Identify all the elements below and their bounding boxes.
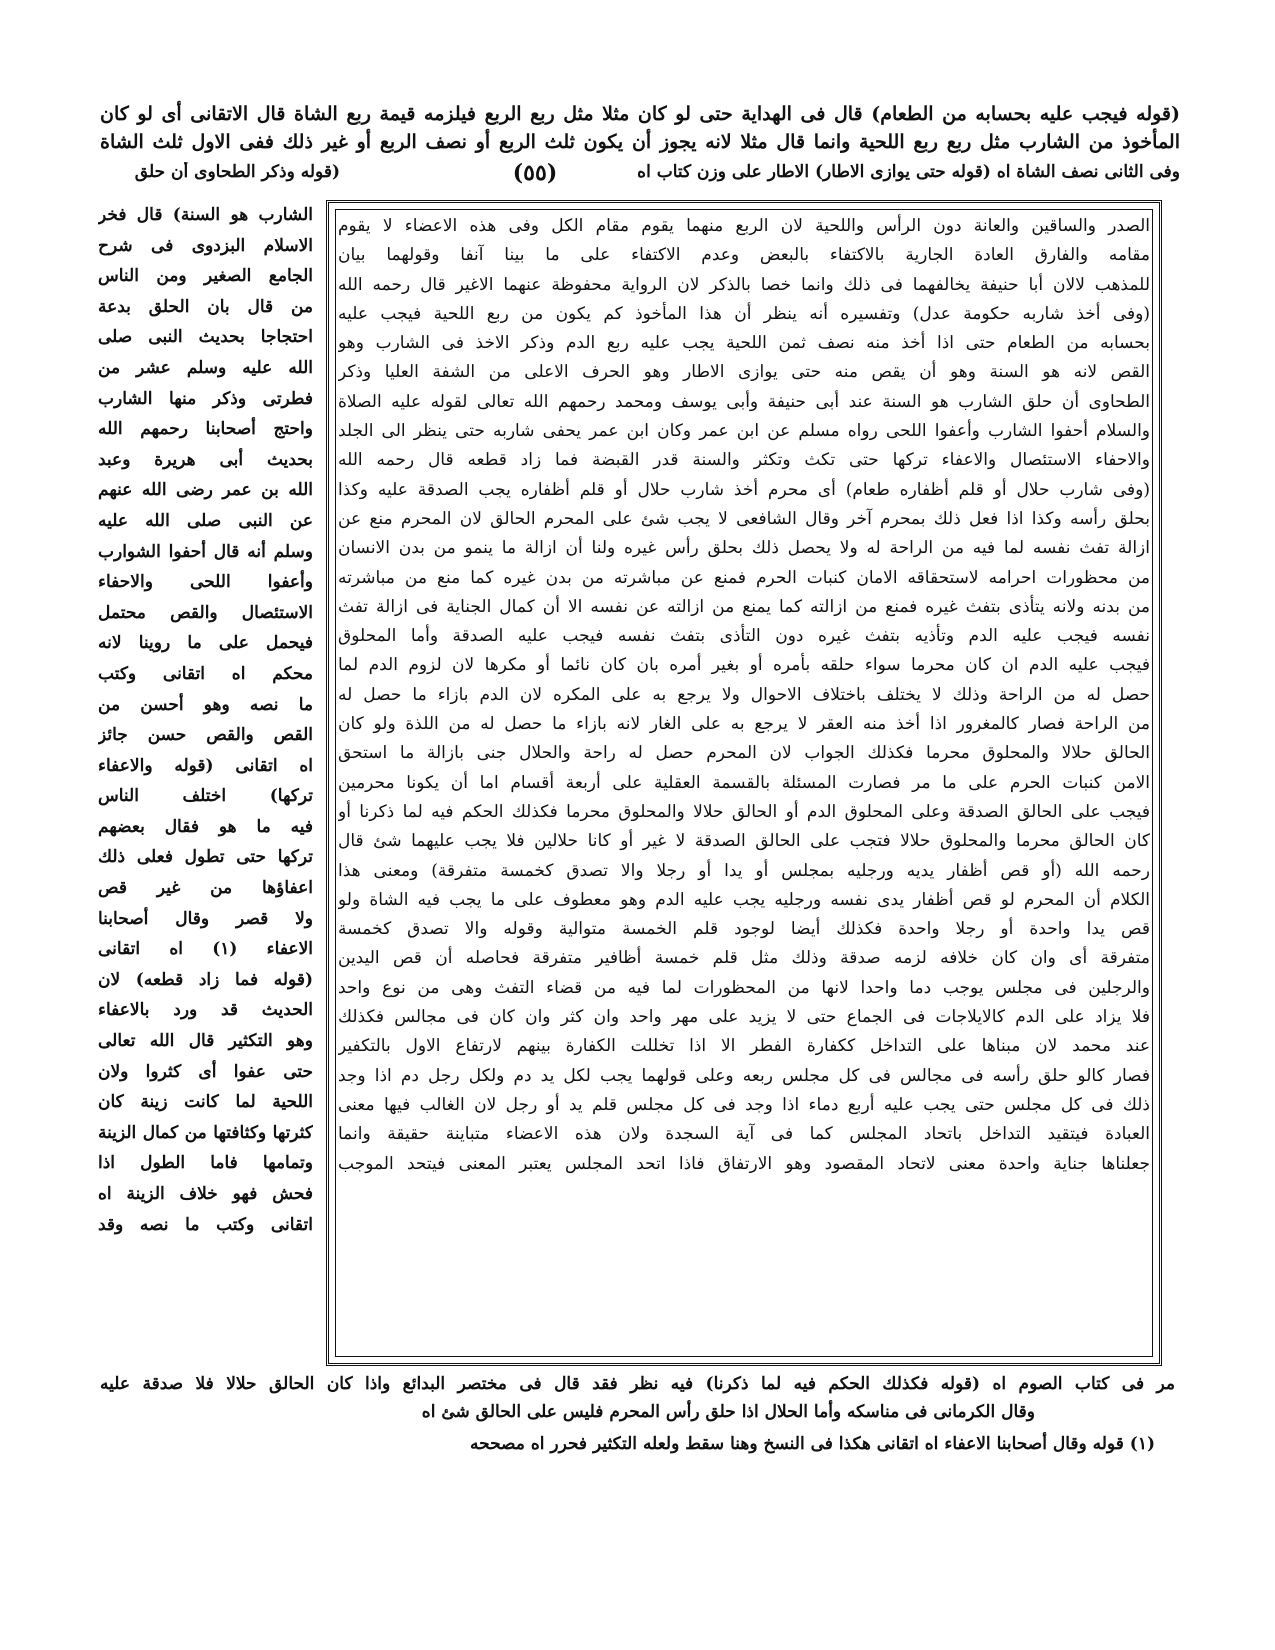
main-text-line: الامن كنبات الحرم على ما مر فصارت المسئلة بالقسمة العقلية على أربعة أقسام اما أن يكونا محرمين bbox=[338, 772, 1150, 793]
side-column-line: فيحمل على ما روينا لانه bbox=[98, 633, 313, 654]
side-column-line: اه اتقانى (قوله والاعفاء bbox=[98, 755, 313, 776]
bottom-gloss bbox=[100, 1370, 1175, 1458]
side-column-line: فيه ما هو فقال بعضهم bbox=[98, 816, 313, 837]
main-text-line: جعلناها جناية واحدة معنى لاتحاد المقصود وهو الارتفاق فاذا اتحد المجلس يعتبر المعنى فيتحد الموجب bbox=[338, 1153, 1150, 1174]
main-text-line: مقامه والفارق العادة الجارية بالاكتفاء بالبعض وعدم الاكتفاء على ما بينا آنفا وقولهما بيان bbox=[338, 245, 1150, 266]
main-text-line: قص يدا واحدة أو رجلا واحدة فكذلك أيضا لوجود قلم الخمسة متوالية وقوله والا تصدق كخمسة bbox=[338, 919, 1150, 940]
side-gloss-column bbox=[98, 200, 313, 1240]
side-column-line: فطرتى وذكر منها الشارب bbox=[98, 388, 313, 409]
main-text-line: من محظورات احرامه لاستحقاقه الامان كنبات الحرم فمنع عن مباشرته من بدن غيره كما منع من مباشرته bbox=[338, 567, 1150, 588]
side-column-line: عن النبى صلى الله عليه bbox=[98, 510, 313, 531]
side-column-line: وهو التكثير قال الله تعالى bbox=[98, 1031, 313, 1052]
footnote: (١) قوله وقال أصحابنا الاعفاء اه اتقانى هكذا فى النسخ وهنا سقط ولعله التكثير فحرر اه مصححه bbox=[469, 1434, 1155, 1454]
page-header bbox=[100, 160, 1180, 192]
main-text-line: بحلق رأسه وكذا اذا فعل ذلك بمحرم آخر وقال الشافعى لا يجب شئ على المحرم الحالق لان المحرم منع عن bbox=[338, 508, 1150, 529]
side-column-line: فحش فهو خلاف الزينة اه bbox=[98, 1184, 313, 1204]
main-text-line: عند محمد لان مبناها على التداخل ككفارة الفطر الا اذا تخللت الكفارة بينهم لارتفاع الاول بالتكفير bbox=[338, 1036, 1150, 1057]
main-text-line: العبادة فيتقيد التداخل باتحاد المجلس كما فى آية السجدة ولان هذه الاعضاء متباينة حقيقة وانما bbox=[338, 1124, 1150, 1145]
side-column-line: (قوله فما زاد قطعه) لان bbox=[98, 969, 313, 990]
side-column-line: اتقانى وكتب ما نصه وقد bbox=[98, 1214, 313, 1235]
main-text-line: من الراحة فصار كالمغرور اذا أخذ منه العقر لا يرجع به على الغار لانه بازاء ما حصل له من اللذة ولو كان bbox=[338, 714, 1150, 735]
side-column-line: وتمامها فاما الطول اذا bbox=[98, 1153, 313, 1174]
page-number: (٥٥) bbox=[512, 160, 558, 186]
main-text-line: فلا يزاد على الدم كالايلاجات فى الجماع حتى لا يزيد على مهر واحد وان كثر وان كان فى مجالس فكذلك bbox=[338, 1007, 1150, 1028]
side-column-line: الجامع الصغير ومن الناس bbox=[98, 266, 313, 287]
side-column-line: اعفاؤها من غير قص bbox=[98, 878, 313, 899]
main-text-line: القص لانه هو السنة وهو أن يقص منه حتى يوازى الاطار وهو الحرف الاعلى من الشفة العليا وذكر bbox=[338, 362, 1150, 383]
main-text-line: الكلام أن المحرم لو قص أظفار يدى نفسه ورجليه يجب عليه الدم وهو معطوف على ما يجب فيه الشاة ولو bbox=[338, 889, 1150, 910]
main-text-line: والرجلين فى مجلس يوجب دما واحدا لانها من المحظورات لما فيه من قضاء التفث وهى من نوع واحد bbox=[338, 977, 1150, 998]
side-column-line: تركها) اختلف الناس bbox=[98, 786, 313, 807]
main-text-line: الحالق حلالا والمحلوق محرما فكذلك الجواب لان المحرم حصل له راحة والحلال جنى بازالة ما استحق bbox=[338, 743, 1150, 764]
side-column-line: واحتج أصحابنا رحمهم الله bbox=[98, 419, 313, 440]
side-column-line: اللحية لما كانت زينة كان bbox=[98, 1092, 313, 1113]
header-gloss-text: وفى الثانى نصف الشاة اه (قوله حتى يوازى الاطار) الاطار على وزن كتاب اه bbox=[637, 162, 1180, 182]
main-text-line: والسلام أحفوا الشارب وأعفوا اللحى رواه مسلم عن ابن عمر وكان ابن عمر يحفى شاربه حتى ينظر الى الجلد bbox=[338, 421, 1150, 442]
side-column-line: بحديث أبى هريرة وعبد bbox=[98, 449, 313, 470]
side-column-line: الشارب هو السنة) قال فخر bbox=[98, 205, 313, 225]
main-text-line: فيجب على الحالق الصدقة وعلى المحلوق الدم أو الحالق حلالا والمحلوق محرما فكذلك الحكم فيه لما ذكرنا أو bbox=[338, 801, 1150, 822]
side-column-line: من قال بان الحلق بدعة bbox=[98, 296, 313, 317]
side-column-line: الاسلام البزدوى فى شرح bbox=[98, 235, 313, 256]
main-text-line: نفسه فيجب عليه الدم وتأذيه بتفث غيره دون التأذى بتفث نفسه فيجب عليه الصدقة وأما المحلوق bbox=[338, 626, 1150, 647]
side-column-line: محكم اه اتقانى وكتب bbox=[98, 663, 313, 684]
top-gloss-line: المأخوذ من الشارب مثل ربع ربع اللحية وانما قال مثلا لانه يجوز أن يكون ثلث الربع أو نصف الربع أو غير ذلك ففى الاول ثلث الشاة bbox=[100, 131, 1180, 153]
main-text-line: للمذهب لالان أبا حنيفة يخالفهما فى ذلك وانما خصا بالذكر لان الرواية محفوظة عنهما الاغير قال رحمه الله bbox=[338, 274, 1150, 295]
side-column-line: الاعفاء (١) اه اتقانى bbox=[98, 939, 313, 960]
side-column-line: وأعفوا اللحى والاحفاء bbox=[98, 572, 313, 593]
main-text-line: فيجب عليه الدم ان كان محرما سواء حلقه بأمره أو بغير أمره بان كان نائما أو مكرها لان لزوم الدم لما bbox=[338, 655, 1150, 676]
side-column-line: تركها حتى تطول فعلى ذلك bbox=[98, 847, 313, 868]
main-text-line: رحمه الله (أو قص أظفار يديه ورجليه بمجلس أو يدا أو رجلا والا تصدق كخمسة متفرقة) ومعنى هذا bbox=[338, 860, 1150, 881]
side-column-line: حتى عفوا أى كثروا ولان bbox=[98, 1061, 313, 1082]
side-column-line: كثرتها وكثافتها من كمال الزينة bbox=[98, 1122, 313, 1143]
side-column-line: ما نصه وهو أحسن من bbox=[98, 694, 313, 715]
bottom-gloss-line: مر فى كتاب الصوم اه (قوله فكذلك الحكم فيه لما ذكرنا) فيه نظر فقد قال فى مختصر البدائع واذا كان الحالق حلالا فلا صدقة عليه bbox=[100, 1374, 1175, 1394]
main-text-line: (وفى أخذ شاربه حكومة عدل) وتفسيره أنه ينظر أن هذا المأخوذ كم يكون من ربع اللحية فيجب عليه bbox=[338, 303, 1150, 324]
main-text bbox=[338, 212, 1150, 1179]
main-text-line: ذلك فى كل مجلس حتى يجب عليه أربع دماء اذا وجد فى كل مجلس قلم يد أو رجل لان الغالب فيها معنى bbox=[338, 1094, 1150, 1115]
side-column-line: وسلم أنه قال أحفوا الشوارب bbox=[98, 541, 313, 562]
side-column-line: الله بن عمر رضى الله عنهم bbox=[98, 480, 313, 501]
side-column-line: القص والقص حسن جائز bbox=[98, 725, 313, 746]
side-column-line: الحديث قد ورد بالاعفاء bbox=[98, 1000, 313, 1021]
main-text-line: متفرقة أى وان كان خلافه لزمه صدقة وذلك مثل قلم خمسة أظافير متفرقة فحاصله أن قص اليدين bbox=[338, 948, 1150, 969]
side-column-line: ولا قصر وقال أصحابنا bbox=[98, 908, 313, 929]
side-gloss-heading: (قوله وذكر الطحاوى أن حلق bbox=[134, 162, 340, 182]
main-text-line: والاحفاء الاستئصال والاعفاء تركها حتى تكث وتكثر والسنة قدر القبضة فما زاد قطعه قال رحمه الله bbox=[338, 450, 1150, 471]
side-column-line: الاستئصال والقص محتمل bbox=[98, 602, 313, 623]
main-text-line: فصار كالو حلق رأسه فى مجالس فى كل مجلس ربعه وعلى قولهما يجب لكل يد دم ولكل رجل دم اذا وجد bbox=[338, 1065, 1150, 1086]
main-text-line: بحسابه من الطعام حتى اذا أخذ منه نصف ثمن اللحية يجب عليه ربع الدم وذكر الاخذ فى الشارب وهو bbox=[338, 333, 1150, 354]
main-text-line: الطحاوى أن حلق الشارب هو السنة عند أبى حنيفة وأبى يوسف ومحمد رحمهم الله تعالى لقوله عليه الصلاة bbox=[338, 391, 1150, 412]
main-text-line: حصل له من الراحة وذلك لا يختلف باختلاف الاحوال ولا يرجع به على المكره لان الدم بازاء ما حصل له bbox=[338, 684, 1150, 705]
main-text-line: من بدنه ولانه يتأذى بتفث غيره فمنع من ازالته كما يمنع من ازالته عن نفسه الا أن كمال الجناية فى ازالة تفث bbox=[338, 596, 1150, 617]
top-gloss bbox=[100, 100, 1180, 156]
bottom-gloss-line: وقال الكرمانى فى مناسكه وأما الحلال اذا حلق رأس المحرم فليس على الحالق شئ اه bbox=[421, 1402, 1035, 1422]
main-text-line: كان الحالق محرما والمحلوق حلالا فتجب على الحالق الصدقة لا غير أو كانا حلالين فلا يجب عليهما شئ قال bbox=[338, 831, 1150, 852]
top-gloss-line: (قوله فيجب عليه بحسابه من الطعام) قال فى الهداية حتى لو كان مثلا مثل ربع الربع فيلزمه قيمة ربع الشاة قال الاتقانى أى لو كان bbox=[100, 103, 1180, 125]
side-column-line: الله عليه وسلم عشر من bbox=[98, 357, 313, 378]
main-text-line: الصدر والساقين والعانة دون الرأس واللحية لان الربع منهما يقوم مقام الكل وفى هذه الاعضاء لا يقوم bbox=[338, 216, 1150, 236]
side-column-line: احتجاجا بحديث النبى صلى bbox=[98, 327, 313, 348]
main-text-line: ازالة تفث نفسه لما فيه من الراحة له ولا يحصل ذلك بحلق رأس غيره ولنا أن ازالة ما ينمو من بدن الانسان bbox=[338, 538, 1150, 559]
main-text-line: (وفى شارب حلال أو قلم أظفاره طعام) أى محرم أخذ شارب حلال أو قلم أظفاره يجب الصدقة عليه وكذا bbox=[338, 479, 1150, 500]
